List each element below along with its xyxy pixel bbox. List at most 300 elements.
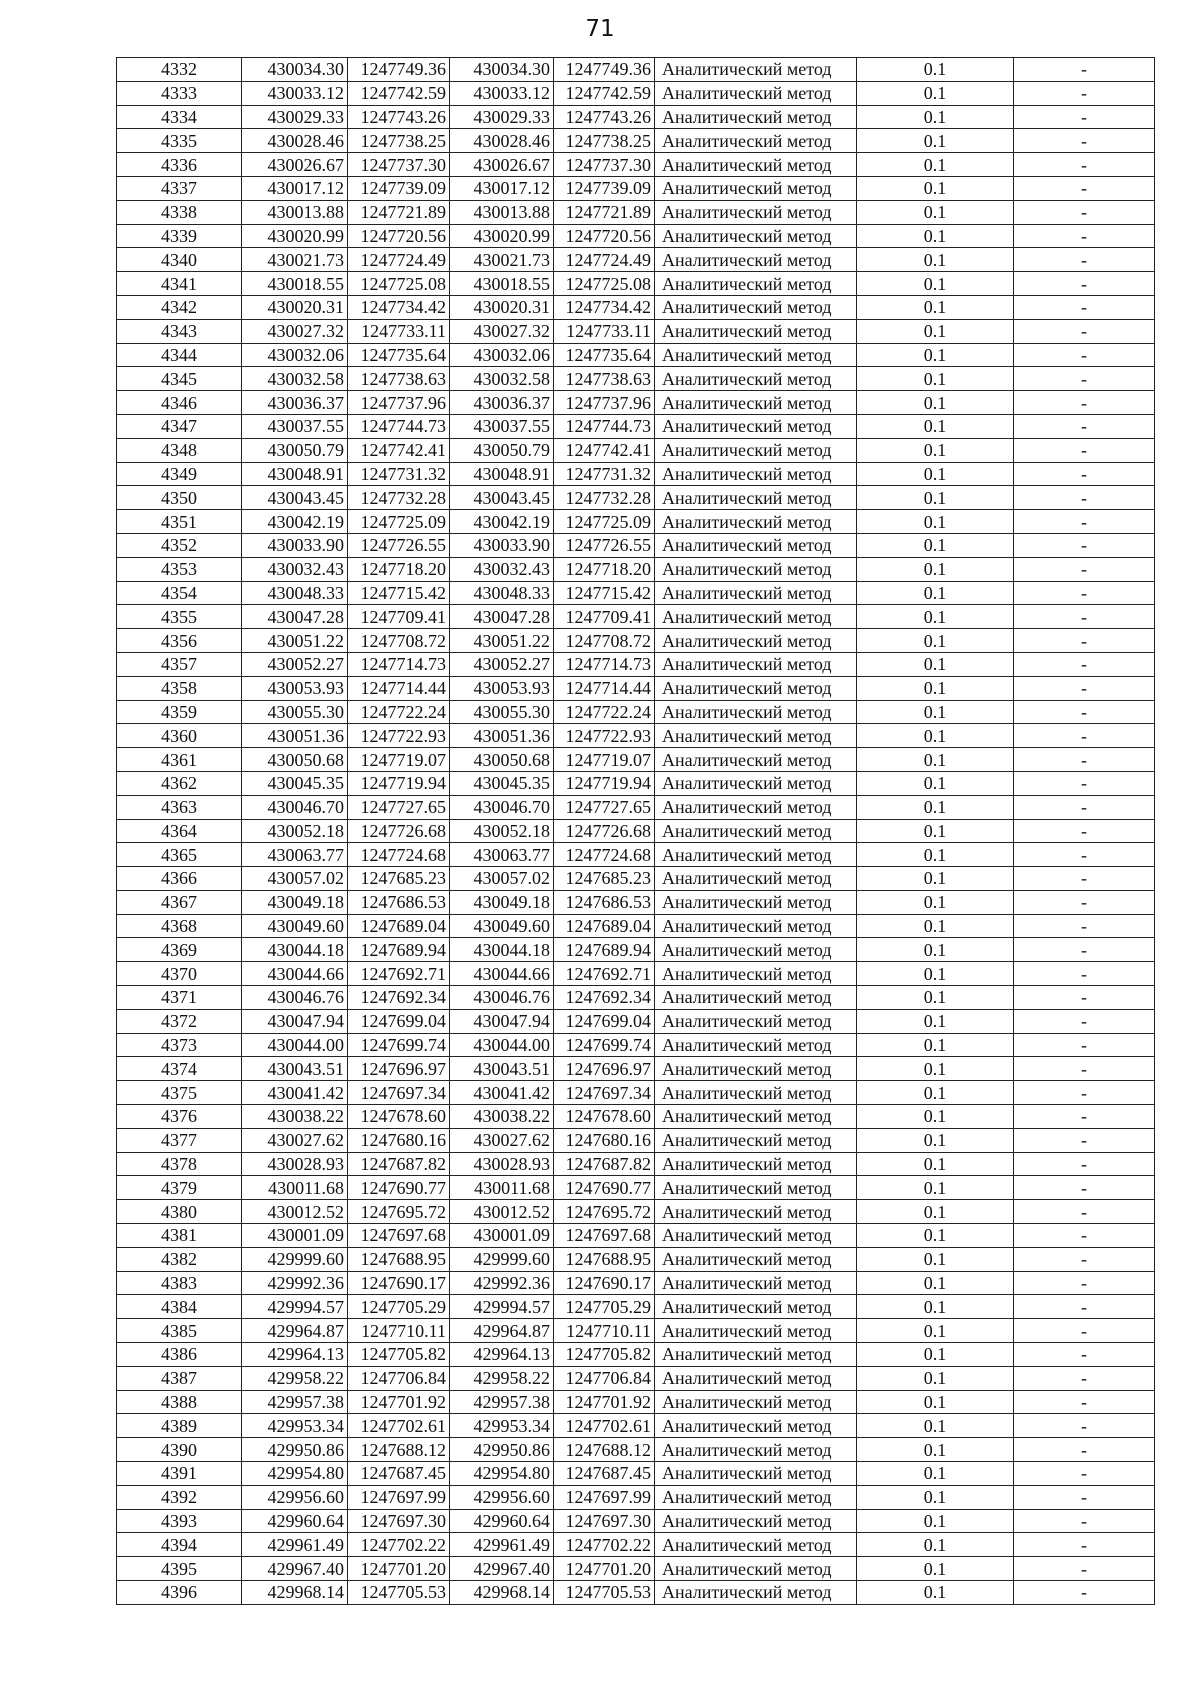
y-coordinate-cell: 1247697.30 [348,1509,450,1533]
note-cell: - [1014,867,1155,891]
precision-cell: 0.1 [857,914,1014,938]
y-coordinate-cell: 1247687.82 [348,1152,450,1176]
precision-cell: 0.1 [857,1081,1014,1105]
method-cell: Аналитический метод [655,1319,857,1343]
x-coordinate-repeat-cell: 430001.09 [450,1224,554,1248]
point-number-cell: 4384 [117,1295,242,1319]
precision-cell: 0.1 [857,1533,1014,1557]
y-coordinate-repeat-cell: 1247731.32 [554,462,655,486]
y-coordinate-repeat-cell: 1247719.94 [554,771,655,795]
y-coordinate-cell: 1247697.99 [348,1485,450,1509]
y-coordinate-repeat-cell: 1247725.09 [554,510,655,534]
method-cell: Аналитический метод [655,224,857,248]
x-coordinate-cell: 430043.51 [242,1057,348,1081]
x-coordinate-cell: 429964.87 [242,1319,348,1343]
table-row [117,438,1155,462]
method-cell: Аналитический метод [655,1271,857,1295]
y-coordinate-repeat-cell: 1247722.24 [554,700,655,724]
x-coordinate-cell: 430038.22 [242,1105,348,1129]
precision-cell: 0.1 [857,1009,1014,1033]
table-row [117,652,1155,676]
point-number-cell: 4351 [117,510,242,534]
y-coordinate-cell: 1247749.36 [348,58,450,82]
x-coordinate-cell: 430063.77 [242,843,348,867]
y-coordinate-repeat-cell: 1247726.68 [554,819,655,843]
point-number-cell: 4379 [117,1176,242,1200]
point-number-cell: 4374 [117,1057,242,1081]
point-number-cell: 4373 [117,1033,242,1057]
y-coordinate-repeat-cell: 1247692.34 [554,986,655,1010]
point-number-cell: 4350 [117,486,242,510]
y-coordinate-cell: 1247739.09 [348,176,450,200]
note-cell: - [1014,1081,1155,1105]
note-cell: - [1014,1438,1155,1462]
x-coordinate-cell: 430048.33 [242,581,348,605]
method-cell: Аналитический метод [655,986,857,1010]
note-cell: - [1014,533,1155,557]
method-cell: Аналитический метод [655,1176,857,1200]
y-coordinate-repeat-cell: 1247742.59 [554,81,655,105]
method-cell: Аналитический метод [655,105,857,129]
x-coordinate-repeat-cell: 430051.22 [450,629,554,653]
point-number-cell: 4368 [117,914,242,938]
table-row [117,771,1155,795]
point-number-cell: 4334 [117,105,242,129]
x-coordinate-cell: 430027.62 [242,1128,348,1152]
point-number-cell: 4396 [117,1581,242,1605]
method-cell: Аналитический метод [655,629,857,653]
x-coordinate-cell: 430026.67 [242,153,348,177]
table-row [117,486,1155,510]
table-row [117,1176,1155,1200]
x-coordinate-repeat-cell: 429964.13 [450,1343,554,1367]
note-cell: - [1014,1462,1155,1486]
method-cell: Аналитический метод [655,581,857,605]
table-row [117,962,1155,986]
note-cell: - [1014,248,1155,272]
precision-cell: 0.1 [857,248,1014,272]
precision-cell: 0.1 [857,129,1014,153]
method-cell: Аналитический метод [655,843,857,867]
note-cell: - [1014,1224,1155,1248]
y-coordinate-cell: 1247722.24 [348,700,450,724]
y-coordinate-cell: 1247714.44 [348,676,450,700]
precision-cell: 0.1 [857,343,1014,367]
table-row [117,1295,1155,1319]
y-coordinate-repeat-cell: 1247727.65 [554,795,655,819]
x-coordinate-cell: 429954.80 [242,1462,348,1486]
table-row [117,1438,1155,1462]
precision-cell: 0.1 [857,1033,1014,1057]
y-coordinate-repeat-cell: 1247697.99 [554,1485,655,1509]
x-coordinate-repeat-cell: 430033.90 [450,533,554,557]
table-row [117,343,1155,367]
y-coordinate-repeat-cell: 1247699.74 [554,1033,655,1057]
y-coordinate-repeat-cell: 1247714.44 [554,676,655,700]
method-cell: Аналитический метод [655,1438,857,1462]
x-coordinate-repeat-cell: 430032.58 [450,367,554,391]
x-coordinate-repeat-cell: 430036.37 [450,391,554,415]
x-coordinate-repeat-cell: 430044.66 [450,962,554,986]
method-cell: Аналитический метод [655,1247,857,1271]
note-cell: - [1014,962,1155,986]
y-coordinate-repeat-cell: 1247749.36 [554,58,655,82]
note-cell: - [1014,129,1155,153]
table-row [117,938,1155,962]
table-row [117,248,1155,272]
y-coordinate-cell: 1247705.82 [348,1343,450,1367]
method-cell: Аналитический метод [655,200,857,224]
note-cell: - [1014,510,1155,534]
y-coordinate-cell: 1247692.71 [348,962,450,986]
method-cell: Аналитический метод [655,724,857,748]
table-row [117,129,1155,153]
y-coordinate-repeat-cell: 1247678.60 [554,1105,655,1129]
coordinates-table-body [117,58,1155,1605]
y-coordinate-cell: 1247705.29 [348,1295,450,1319]
table-row [117,676,1155,700]
precision-cell: 0.1 [857,1557,1014,1581]
table-row [117,1557,1155,1581]
x-coordinate-repeat-cell: 430047.28 [450,605,554,629]
y-coordinate-repeat-cell: 1247705.29 [554,1295,655,1319]
y-coordinate-cell: 1247719.94 [348,771,450,795]
note-cell: - [1014,652,1155,676]
table-row [117,557,1155,581]
y-coordinate-repeat-cell: 1247702.61 [554,1414,655,1438]
x-coordinate-cell: 430021.73 [242,248,348,272]
y-coordinate-repeat-cell: 1247709.41 [554,605,655,629]
precision-cell: 0.1 [857,557,1014,581]
x-coordinate-repeat-cell: 430044.18 [450,938,554,962]
x-coordinate-repeat-cell: 430048.33 [450,581,554,605]
y-coordinate-repeat-cell: 1247697.68 [554,1224,655,1248]
y-coordinate-repeat-cell: 1247689.04 [554,914,655,938]
x-coordinate-repeat-cell: 430021.73 [450,248,554,272]
table-row [117,890,1155,914]
x-coordinate-cell: 430011.68 [242,1176,348,1200]
method-cell: Аналитический метод [655,58,857,82]
y-coordinate-repeat-cell: 1247688.95 [554,1247,655,1271]
y-coordinate-cell: 1247738.63 [348,367,450,391]
point-number-cell: 4390 [117,1438,242,1462]
x-coordinate-cell: 430012.52 [242,1200,348,1224]
y-coordinate-repeat-cell: 1247690.17 [554,1271,655,1295]
point-number-cell: 4392 [117,1485,242,1509]
method-cell: Аналитический метод [655,652,857,676]
y-coordinate-cell: 1247743.26 [348,105,450,129]
y-coordinate-repeat-cell: 1247697.34 [554,1081,655,1105]
precision-cell: 0.1 [857,1200,1014,1224]
method-cell: Аналитический метод [655,676,857,700]
x-coordinate-repeat-cell: 430063.77 [450,843,554,867]
y-coordinate-cell: 1247699.74 [348,1033,450,1057]
x-coordinate-cell: 430028.93 [242,1152,348,1176]
table-row [117,1224,1155,1248]
precision-cell: 0.1 [857,676,1014,700]
precision-cell: 0.1 [857,1366,1014,1390]
table-row [117,200,1155,224]
x-coordinate-repeat-cell: 430053.93 [450,676,554,700]
x-coordinate-repeat-cell: 430046.76 [450,986,554,1010]
x-coordinate-cell: 429994.57 [242,1295,348,1319]
method-cell: Аналитический метод [655,890,857,914]
method-cell: Аналитический метод [655,795,857,819]
point-number-cell: 4348 [117,438,242,462]
table-row [117,272,1155,296]
method-cell: Аналитический метод [655,153,857,177]
precision-cell: 0.1 [857,510,1014,534]
y-coordinate-cell: 1247705.53 [348,1581,450,1605]
method-cell: Аналитический метод [655,557,857,581]
point-number-cell: 4338 [117,200,242,224]
method-cell: Аналитический метод [655,700,857,724]
method-cell: Аналитический метод [655,1509,857,1533]
table-row [117,1105,1155,1129]
precision-cell: 0.1 [857,890,1014,914]
precision-cell: 0.1 [857,724,1014,748]
x-coordinate-repeat-cell: 430042.19 [450,510,554,534]
y-coordinate-cell: 1247696.97 [348,1057,450,1081]
note-cell: - [1014,272,1155,296]
precision-cell: 0.1 [857,1462,1014,1486]
method-cell: Аналитический метод [655,914,857,938]
table-row [117,1581,1155,1605]
y-coordinate-cell: 1247710.11 [348,1319,450,1343]
method-cell: Аналитический метод [655,438,857,462]
method-cell: Аналитический метод [655,1295,857,1319]
point-number-cell: 4362 [117,771,242,795]
method-cell: Аналитический метод [655,295,857,319]
y-coordinate-cell: 1247724.68 [348,843,450,867]
x-coordinate-repeat-cell: 430052.18 [450,819,554,843]
point-number-cell: 4363 [117,795,242,819]
y-coordinate-repeat-cell: 1247680.16 [554,1128,655,1152]
y-coordinate-repeat-cell: 1247696.97 [554,1057,655,1081]
x-coordinate-repeat-cell: 430050.68 [450,748,554,772]
point-number-cell: 4337 [117,176,242,200]
x-coordinate-repeat-cell: 430044.00 [450,1033,554,1057]
y-coordinate-repeat-cell: 1247724.49 [554,248,655,272]
point-number-cell: 4389 [117,1414,242,1438]
precision-cell: 0.1 [857,867,1014,891]
x-coordinate-repeat-cell: 430049.60 [450,914,554,938]
y-coordinate-cell: 1247725.09 [348,510,450,534]
point-number-cell: 4339 [117,224,242,248]
method-cell: Аналитический метод [655,1057,857,1081]
point-number-cell: 4369 [117,938,242,962]
y-coordinate-cell: 1247726.68 [348,819,450,843]
table-row [117,867,1155,891]
x-coordinate-repeat-cell: 430027.62 [450,1128,554,1152]
point-number-cell: 4355 [117,605,242,629]
method-cell: Аналитический метод [655,1462,857,1486]
y-coordinate-repeat-cell: 1247732.28 [554,486,655,510]
x-coordinate-cell: 430032.06 [242,343,348,367]
y-coordinate-repeat-cell: 1247710.11 [554,1319,655,1343]
table-row [117,1033,1155,1057]
note-cell: - [1014,890,1155,914]
x-coordinate-cell: 430042.19 [242,510,348,534]
table-row [117,1366,1155,1390]
note-cell: - [1014,81,1155,105]
x-coordinate-repeat-cell: 430043.45 [450,486,554,510]
method-cell: Аналитический метод [655,819,857,843]
x-coordinate-repeat-cell: 429999.60 [450,1247,554,1271]
precision-cell: 0.1 [857,391,1014,415]
precision-cell: 0.1 [857,819,1014,843]
x-coordinate-repeat-cell: 430049.18 [450,890,554,914]
note-cell: - [1014,1557,1155,1581]
table-row [117,795,1155,819]
point-number-cell: 4366 [117,867,242,891]
x-coordinate-cell: 429964.13 [242,1343,348,1367]
y-coordinate-repeat-cell: 1247738.63 [554,367,655,391]
precision-cell: 0.1 [857,771,1014,795]
table-row [117,176,1155,200]
point-number-cell: 4342 [117,295,242,319]
x-coordinate-repeat-cell: 429961.49 [450,1533,554,1557]
point-number-cell: 4356 [117,629,242,653]
x-coordinate-cell: 430001.09 [242,1224,348,1248]
x-coordinate-cell: 430052.27 [242,652,348,676]
y-coordinate-cell: 1247714.73 [348,652,450,676]
precision-cell: 0.1 [857,605,1014,629]
x-coordinate-cell: 430033.90 [242,533,348,557]
note-cell: - [1014,557,1155,581]
point-number-cell: 4336 [117,153,242,177]
y-coordinate-cell: 1247731.32 [348,462,450,486]
method-cell: Аналитический метод [655,129,857,153]
method-cell: Аналитический метод [655,248,857,272]
precision-cell: 0.1 [857,58,1014,82]
x-coordinate-cell: 429950.86 [242,1438,348,1462]
precision-cell: 0.1 [857,1176,1014,1200]
y-coordinate-repeat-cell: 1247686.53 [554,890,655,914]
precision-cell: 0.1 [857,1319,1014,1343]
method-cell: Аналитический метод [655,1581,857,1605]
x-coordinate-repeat-cell: 430052.27 [450,652,554,676]
precision-cell: 0.1 [857,748,1014,772]
note-cell: - [1014,1033,1155,1057]
y-coordinate-cell: 1247702.22 [348,1533,450,1557]
note-cell: - [1014,1295,1155,1319]
point-number-cell: 4386 [117,1343,242,1367]
point-number-cell: 4353 [117,557,242,581]
note-cell: - [1014,200,1155,224]
point-number-cell: 4364 [117,819,242,843]
x-coordinate-cell: 429968.14 [242,1581,348,1605]
note-cell: - [1014,748,1155,772]
precision-cell: 0.1 [857,629,1014,653]
y-coordinate-repeat-cell: 1247695.72 [554,1200,655,1224]
table-row [117,153,1155,177]
note-cell: - [1014,1414,1155,1438]
note-cell: - [1014,1200,1155,1224]
method-cell: Аналитический метод [655,1224,857,1248]
precision-cell: 0.1 [857,486,1014,510]
x-coordinate-repeat-cell: 429953.34 [450,1414,554,1438]
x-coordinate-cell: 430050.79 [242,438,348,462]
y-coordinate-cell: 1247690.17 [348,1271,450,1295]
x-coordinate-cell: 430037.55 [242,414,348,438]
point-number-cell: 4391 [117,1462,242,1486]
y-coordinate-repeat-cell: 1247706.84 [554,1366,655,1390]
method-cell: Аналитический метод [655,1485,857,1509]
point-number-cell: 4387 [117,1366,242,1390]
point-number-cell: 4371 [117,986,242,1010]
y-coordinate-cell: 1247701.20 [348,1557,450,1581]
y-coordinate-repeat-cell: 1247689.94 [554,938,655,962]
point-number-cell: 4385 [117,1319,242,1343]
y-coordinate-repeat-cell: 1247699.04 [554,1009,655,1033]
point-number-cell: 4344 [117,343,242,367]
y-coordinate-cell: 1247706.84 [348,1366,450,1390]
point-number-cell: 4343 [117,319,242,343]
precision-cell: 0.1 [857,1509,1014,1533]
precision-cell: 0.1 [857,295,1014,319]
y-coordinate-cell: 1247726.55 [348,533,450,557]
x-coordinate-repeat-cell: 429967.40 [450,1557,554,1581]
precision-cell: 0.1 [857,962,1014,986]
point-number-cell: 4395 [117,1557,242,1581]
point-number-cell: 4393 [117,1509,242,1533]
table-row [117,819,1155,843]
x-coordinate-cell: 430049.18 [242,890,348,914]
y-coordinate-repeat-cell: 1247715.42 [554,581,655,605]
note-cell: - [1014,1533,1155,1557]
x-coordinate-cell: 429967.40 [242,1557,348,1581]
x-coordinate-cell: 430041.42 [242,1081,348,1105]
note-cell: - [1014,605,1155,629]
table-row [117,1057,1155,1081]
y-coordinate-cell: 1247732.28 [348,486,450,510]
method-cell: Аналитический метод [655,176,857,200]
x-coordinate-repeat-cell: 430037.55 [450,414,554,438]
precision-cell: 0.1 [857,1438,1014,1462]
method-cell: Аналитический метод [655,1366,857,1390]
precision-cell: 0.1 [857,438,1014,462]
x-coordinate-repeat-cell: 429957.38 [450,1390,554,1414]
x-coordinate-cell: 430051.22 [242,629,348,653]
y-coordinate-cell: 1247690.77 [348,1176,450,1200]
x-coordinate-repeat-cell: 430020.31 [450,295,554,319]
x-coordinate-cell: 430052.18 [242,819,348,843]
page-number: 71 [585,16,615,42]
note-cell: - [1014,1366,1155,1390]
x-coordinate-repeat-cell: 430032.06 [450,343,554,367]
y-coordinate-repeat-cell: 1247718.20 [554,557,655,581]
note-cell: - [1014,1057,1155,1081]
x-coordinate-repeat-cell: 429950.86 [450,1438,554,1462]
note-cell: - [1014,153,1155,177]
y-coordinate-repeat-cell: 1247721.89 [554,200,655,224]
x-coordinate-repeat-cell: 430029.33 [450,105,554,129]
table-row [117,105,1155,129]
precision-cell: 0.1 [857,1105,1014,1129]
x-coordinate-cell: 430046.70 [242,795,348,819]
point-number-cell: 4382 [117,1247,242,1271]
x-coordinate-repeat-cell: 429958.22 [450,1366,554,1390]
x-coordinate-repeat-cell: 429994.57 [450,1295,554,1319]
table-row [117,581,1155,605]
x-coordinate-cell: 430020.31 [242,295,348,319]
y-coordinate-repeat-cell: 1247735.64 [554,343,655,367]
y-coordinate-repeat-cell: 1247705.82 [554,1343,655,1367]
method-cell: Аналитический метод [655,1081,857,1105]
table-row [117,391,1155,415]
x-coordinate-cell: 430027.32 [242,319,348,343]
